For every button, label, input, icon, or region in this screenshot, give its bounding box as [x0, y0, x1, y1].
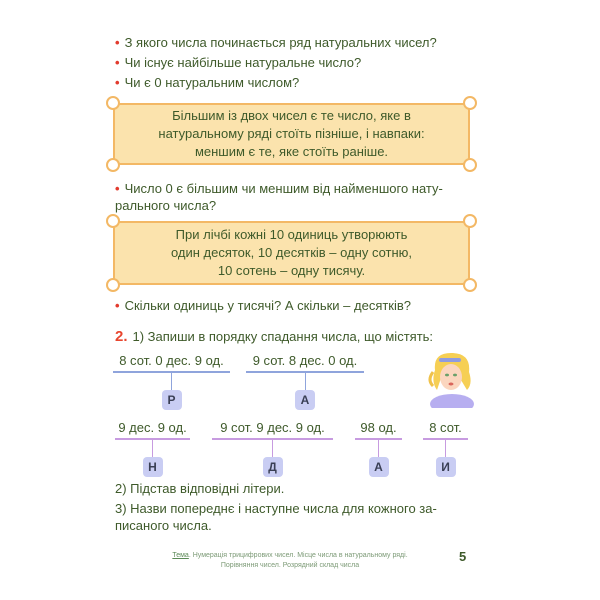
bullet-icon: • [115, 75, 120, 90]
letter-box: Н [143, 457, 163, 477]
rule-line: натуральному ряді стоїть пізніше, і навпаки: [158, 126, 425, 141]
topic-label: Тема [172, 552, 189, 559]
rule-line: один десяток, 10 десятків – одну сотню, [170, 245, 413, 260]
task-step-3-cont: писаного числа. [115, 518, 212, 533]
rule-line: меншим є те, яке стоїть раніше. [194, 144, 389, 159]
page-footer-topic: Тема. Нумерація трицифрових чисел. Місце числа в натуральному ряді. Порівняння чисел. Розрядний склад числа [172, 552, 408, 569]
bullet-icon: • [115, 35, 120, 50]
question-3: • Чи є 0 натуральним числом? [115, 75, 300, 90]
question-2: • Чи існує найбільше натуральне число? [115, 55, 362, 70]
question-4-cont: рального числа? [115, 198, 217, 213]
task-instruction: 1) Запиши в порядку спадання числа, що містять: [132, 329, 434, 344]
rule-line: При лічбі кожні 10 одиниць утворюють [175, 227, 408, 242]
letter-box: Р [162, 390, 182, 410]
question-5: • Скільки одиниць у тисячі? А скільки – десятків? [115, 298, 412, 313]
task-step-3: 3) Назви попереднє і наступне числа для кожного за- [115, 501, 437, 516]
question-4: • Число 0 є більшим чи меншим від найменшого нату- [115, 181, 443, 196]
number-item: 8 сот. 0 дес. 9 од. Р [113, 353, 230, 410]
task-2-heading [115, 328, 433, 345]
number-item: 9 сот. 8 дес. 0 од. А [246, 353, 364, 410]
bullet-icon: • [115, 298, 120, 313]
letter-box: А [369, 457, 389, 477]
question-1: • З якого числа починається ряд натуральних чисел? [115, 35, 437, 50]
rule-box-counting [113, 221, 470, 285]
task-number: 2. [115, 328, 128, 345]
task-step-2: 2) Підстав відповідні літери. [115, 481, 285, 496]
rule-line: Більшим із двох чисел є те число, яке в [172, 108, 411, 123]
bullet-icon: • [115, 55, 120, 70]
number-item: 8 сот. И [423, 420, 468, 477]
rule-box-comparison [113, 103, 470, 165]
bullet-icon: • [115, 181, 120, 196]
letter-box: И [436, 457, 456, 477]
letter-box: А [295, 390, 315, 410]
number-item: 9 дес. 9 од. Н [115, 420, 190, 477]
number-item: 9 сот. 9 дес. 9 од. Д [212, 420, 333, 477]
letter-box: Д [263, 457, 283, 477]
girl-illustration [425, 350, 480, 408]
rule-line: 10 сотень – одну тисячу. [217, 263, 366, 278]
number-item: 98 од. А [355, 420, 402, 477]
page-number: 5 [459, 549, 467, 564]
